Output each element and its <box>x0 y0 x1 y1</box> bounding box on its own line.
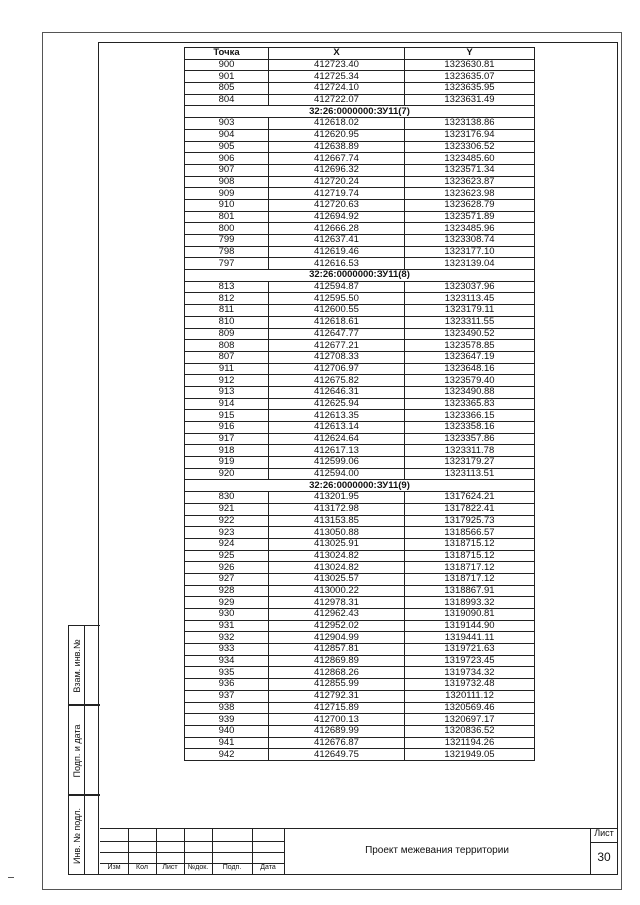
side-stamp-sign-date-label: Подп. и дата <box>72 724 82 778</box>
cell-y: 1323179.27 <box>405 457 535 469</box>
cell-y: 1323357.86 <box>405 433 535 445</box>
table-row <box>185 714 535 726</box>
cell-y: 1321949.05 <box>405 749 535 761</box>
cell-x: 412689.99 <box>269 725 405 737</box>
cell-y: 1323366.15 <box>405 410 535 422</box>
table-row <box>185 375 535 387</box>
cell-x: 412715.89 <box>269 702 405 714</box>
cell-point: 922 <box>185 515 269 527</box>
table-row <box>185 59 535 71</box>
table-row <box>185 258 535 270</box>
cell-point: 925 <box>185 550 269 562</box>
cell-point: 923 <box>185 527 269 539</box>
scan-mark <box>8 877 14 878</box>
cell-point: 810 <box>185 316 269 328</box>
cell-x: 412700.13 <box>269 714 405 726</box>
table-row <box>185 351 535 363</box>
cell-y: 1318717.12 <box>405 562 535 574</box>
cell-x: 412618.61 <box>269 316 405 328</box>
cell-x: 412855.99 <box>269 679 405 691</box>
cell-point: 939 <box>185 714 269 726</box>
cell-y: 1323308.74 <box>405 235 535 247</box>
cell-point: 904 <box>185 129 269 141</box>
cell-y: 1319723.45 <box>405 655 535 667</box>
tb-col-data: Дата <box>260 864 276 871</box>
table-row <box>185 281 535 293</box>
cell-x: 412599.06 <box>269 457 405 469</box>
cell-point: 927 <box>185 573 269 585</box>
table-row <box>185 422 535 434</box>
cell-x: 412613.35 <box>269 410 405 422</box>
cell-x: 412708.33 <box>269 351 405 363</box>
cell-y: 1323037.96 <box>405 281 535 293</box>
cell-y: 1323365.83 <box>405 398 535 410</box>
cell-x: 412638.89 <box>269 141 405 153</box>
table-row <box>185 316 535 328</box>
cell-x: 412667.74 <box>269 153 405 165</box>
cell-point: 905 <box>185 141 269 153</box>
table-row <box>185 492 535 504</box>
table-row <box>185 667 535 679</box>
cell-y: 1321194.26 <box>405 737 535 749</box>
table-row <box>185 749 535 761</box>
cell-point: 935 <box>185 667 269 679</box>
side-stamp-inv-replace <box>68 625 100 705</box>
cell-point: 798 <box>185 246 269 258</box>
cell-y: 1323179.11 <box>405 305 535 317</box>
cell-x: 413172.98 <box>269 503 405 515</box>
cell-x: 412722.07 <box>269 94 405 106</box>
table-group-row <box>185 270 535 282</box>
tb-col-ndok: №док. <box>187 864 209 871</box>
cell-y: 1320111.12 <box>405 690 535 702</box>
cell-y: 1320836.52 <box>405 725 535 737</box>
cell-y: 1323358.16 <box>405 422 535 434</box>
cell-x: 412724.10 <box>269 83 405 95</box>
table-group-row <box>185 480 535 492</box>
table-row <box>185 550 535 562</box>
cell-point: 911 <box>185 363 269 375</box>
cell-point: 901 <box>185 71 269 83</box>
cell-x: 412620.95 <box>269 129 405 141</box>
tb-col-podp: Подп. <box>222 864 242 871</box>
table-row <box>185 538 535 550</box>
cell-y: 1323623.98 <box>405 188 535 200</box>
table-row <box>185 176 535 188</box>
cell-x: 412719.74 <box>269 188 405 200</box>
cell-y: 1323635.95 <box>405 83 535 95</box>
cell-y: 1323490.52 <box>405 328 535 340</box>
cell-x: 412637.41 <box>269 235 405 247</box>
table-row <box>185 585 535 597</box>
table-row <box>185 503 535 515</box>
document-title: Проект межевания территории <box>365 845 509 856</box>
cell-point: 940 <box>185 725 269 737</box>
cell-y: 1319441.11 <box>405 632 535 644</box>
cell-point: 909 <box>185 188 269 200</box>
table-row <box>185 468 535 480</box>
table-row <box>185 129 535 141</box>
cell-x: 412617.13 <box>269 445 405 457</box>
cell-x: 412616.53 <box>269 258 405 270</box>
cell-x: 413024.82 <box>269 562 405 574</box>
tb-col-kol: Кол <box>136 864 148 871</box>
cell-y: 1323485.96 <box>405 223 535 235</box>
cell-y: 1323176.94 <box>405 129 535 141</box>
table-row <box>185 246 535 258</box>
cell-point: 920 <box>185 468 269 480</box>
side-stamp-sign-date <box>68 705 100 795</box>
sheet-label: Лист <box>594 828 614 838</box>
cell-point: 941 <box>185 737 269 749</box>
group-cadastral-number: 32:26:0000000:ЗУ11(9) <box>185 480 535 492</box>
cell-y: 1318867.91 <box>405 585 535 597</box>
cell-point: 903 <box>185 118 269 130</box>
side-stamp-inv-orig-label: Инв. № подл. <box>72 807 82 865</box>
group-cadastral-number: 32:26:0000000:ЗУ11(7) <box>185 106 535 118</box>
side-stamp-inv-replace-label: Взам. инв.№ <box>72 639 82 693</box>
cell-y: 1323177.10 <box>405 246 535 258</box>
cell-x: 412594.87 <box>269 281 405 293</box>
cell-y: 1319732.48 <box>405 679 535 691</box>
table-row <box>185 737 535 749</box>
cell-point: 919 <box>185 457 269 469</box>
table-row <box>185 83 535 95</box>
cell-point: 921 <box>185 503 269 515</box>
table-group-row <box>185 106 535 118</box>
cell-x: 412676.87 <box>269 737 405 749</box>
table-row <box>185 515 535 527</box>
table-row <box>185 305 535 317</box>
cell-x: 412857.81 <box>269 644 405 656</box>
cell-point: 797 <box>185 258 269 270</box>
cell-point: 917 <box>185 433 269 445</box>
cell-point: 906 <box>185 153 269 165</box>
cell-point: 916 <box>185 422 269 434</box>
cell-point: 812 <box>185 293 269 305</box>
cell-y: 1318715.12 <box>405 550 535 562</box>
cell-x: 412625.94 <box>269 398 405 410</box>
cell-point: 918 <box>185 445 269 457</box>
table-row <box>185 702 535 714</box>
cell-y: 1323623.87 <box>405 176 535 188</box>
table-row <box>185 527 535 539</box>
table-row <box>185 188 535 200</box>
cell-point: 926 <box>185 562 269 574</box>
cell-x: 412696.32 <box>269 164 405 176</box>
cell-x: 412792.31 <box>269 690 405 702</box>
cell-point: 908 <box>185 176 269 188</box>
cell-y: 1323579.40 <box>405 375 535 387</box>
cell-y: 1323571.89 <box>405 211 535 223</box>
table-row <box>185 597 535 609</box>
cell-x: 412646.31 <box>269 386 405 398</box>
table-row <box>185 293 535 305</box>
table-row <box>185 386 535 398</box>
table-row <box>185 632 535 644</box>
cell-point: 934 <box>185 655 269 667</box>
cell-x: 413153.85 <box>269 515 405 527</box>
cell-x: 412978.31 <box>269 597 405 609</box>
cell-x: 412594.00 <box>269 468 405 480</box>
cell-x: 412647.77 <box>269 328 405 340</box>
title-block <box>100 828 618 874</box>
sheet-number: 30 <box>597 850 611 864</box>
table-row <box>185 328 535 340</box>
side-stamp <box>68 625 100 875</box>
cell-y: 1317822.41 <box>405 503 535 515</box>
cell-point: 931 <box>185 620 269 632</box>
cell-point: 915 <box>185 410 269 422</box>
table-row <box>185 725 535 737</box>
cell-y: 1318717.12 <box>405 573 535 585</box>
cell-point: 808 <box>185 340 269 352</box>
cell-point: 928 <box>185 585 269 597</box>
header-point: Точка <box>185 48 269 60</box>
cell-y: 1323139.04 <box>405 258 535 270</box>
cell-y: 1320697.17 <box>405 714 535 726</box>
table-row <box>185 235 535 247</box>
table-row <box>185 445 535 457</box>
group-cadastral-number: 32:26:0000000:ЗУ11(8) <box>185 270 535 282</box>
cell-point: 799 <box>185 235 269 247</box>
cell-y: 1323306.52 <box>405 141 535 153</box>
cell-y: 1323490.88 <box>405 386 535 398</box>
cell-x: 413025.57 <box>269 573 405 585</box>
cell-point: 914 <box>185 398 269 410</box>
cell-point: 800 <box>185 223 269 235</box>
cell-point: 830 <box>185 492 269 504</box>
cell-point: 809 <box>185 328 269 340</box>
cell-point: 907 <box>185 164 269 176</box>
cell-y: 1323628.79 <box>405 199 535 211</box>
cell-point: 942 <box>185 749 269 761</box>
table-row <box>185 363 535 375</box>
cell-point: 937 <box>185 690 269 702</box>
header-x: X <box>269 48 405 60</box>
cell-x: 412962.43 <box>269 609 405 621</box>
table-row <box>185 141 535 153</box>
cell-point: 936 <box>185 679 269 691</box>
coordinates-table <box>184 47 535 761</box>
cell-x: 412694.92 <box>269 211 405 223</box>
cell-point: 900 <box>185 59 269 71</box>
table-row <box>185 609 535 621</box>
cell-x: 413025.91 <box>269 538 405 550</box>
cell-y: 1323571.34 <box>405 164 535 176</box>
cell-y: 1319721.63 <box>405 644 535 656</box>
cell-point: 804 <box>185 94 269 106</box>
cell-x: 412725.34 <box>269 71 405 83</box>
cell-y: 1323635.07 <box>405 71 535 83</box>
table-header-row <box>185 48 535 60</box>
cell-x: 412720.24 <box>269 176 405 188</box>
table-row <box>185 562 535 574</box>
cell-y: 1318993.32 <box>405 597 535 609</box>
table-row <box>185 620 535 632</box>
cell-x: 412677.21 <box>269 340 405 352</box>
cell-y: 1323647.19 <box>405 351 535 363</box>
cell-y: 1323311.55 <box>405 316 535 328</box>
cell-x: 413000.22 <box>269 585 405 597</box>
table-row <box>185 153 535 165</box>
cell-x: 412675.82 <box>269 375 405 387</box>
cell-y: 1323485.60 <box>405 153 535 165</box>
cell-y: 1317624.21 <box>405 492 535 504</box>
header-y: Y <box>405 48 535 60</box>
table-row <box>185 398 535 410</box>
cell-y: 1323113.51 <box>405 468 535 480</box>
cell-x: 412720.63 <box>269 199 405 211</box>
cell-y: 1318715.12 <box>405 538 535 550</box>
cell-x: 412619.46 <box>269 246 405 258</box>
cell-point: 932 <box>185 632 269 644</box>
cell-y: 1319734.32 <box>405 667 535 679</box>
cell-x: 412706.97 <box>269 363 405 375</box>
cell-y: 1317925.73 <box>405 515 535 527</box>
cell-point: 807 <box>185 351 269 363</box>
cell-x: 412952.02 <box>269 620 405 632</box>
table-row <box>185 433 535 445</box>
cell-point: 813 <box>185 281 269 293</box>
cell-point: 910 <box>185 199 269 211</box>
cell-x: 412869.89 <box>269 655 405 667</box>
cell-point: 924 <box>185 538 269 550</box>
tb-col-list: Лист <box>162 864 178 871</box>
cell-point: 805 <box>185 83 269 95</box>
cell-x: 413050.88 <box>269 527 405 539</box>
table-row <box>185 573 535 585</box>
table-row <box>185 644 535 656</box>
table-row <box>185 340 535 352</box>
table-row <box>185 223 535 235</box>
cell-y: 1323578.85 <box>405 340 535 352</box>
table-body <box>185 59 535 760</box>
cell-point: 929 <box>185 597 269 609</box>
cell-y: 1323630.81 <box>405 59 535 71</box>
cell-y: 1323113.45 <box>405 293 535 305</box>
cell-x: 412624.64 <box>269 433 405 445</box>
cell-x: 412723.40 <box>269 59 405 71</box>
table-row <box>185 410 535 422</box>
cell-y: 1323648.16 <box>405 363 535 375</box>
tb-col-izm: Изм <box>107 864 121 871</box>
table-row <box>185 690 535 702</box>
table-row <box>185 71 535 83</box>
cell-x: 412613.14 <box>269 422 405 434</box>
cell-point: 811 <box>185 305 269 317</box>
table-row <box>185 94 535 106</box>
cell-y: 1319144.90 <box>405 620 535 632</box>
cell-point: 938 <box>185 702 269 714</box>
cell-x: 412618.02 <box>269 118 405 130</box>
cell-point: 933 <box>185 644 269 656</box>
cell-x: 412595.50 <box>269 293 405 305</box>
side-stamp-inv-orig <box>68 795 100 875</box>
cell-y: 1319090.81 <box>405 609 535 621</box>
table-row <box>185 211 535 223</box>
table-row <box>185 679 535 691</box>
table-row <box>185 118 535 130</box>
cell-x: 412868.26 <box>269 667 405 679</box>
table-row <box>185 199 535 211</box>
cell-y: 1323138.86 <box>405 118 535 130</box>
cell-point: 801 <box>185 211 269 223</box>
cell-x: 412904.99 <box>269 632 405 644</box>
cell-y: 1323631.49 <box>405 94 535 106</box>
cell-y: 1323311.78 <box>405 445 535 457</box>
cell-y: 1320569.46 <box>405 702 535 714</box>
table-row <box>185 457 535 469</box>
cell-point: 912 <box>185 375 269 387</box>
cell-y: 1318566.57 <box>405 527 535 539</box>
cell-x: 413201.95 <box>269 492 405 504</box>
cell-x: 413024.82 <box>269 550 405 562</box>
cell-point: 913 <box>185 386 269 398</box>
cell-x: 412666.28 <box>269 223 405 235</box>
cell-x: 412600.55 <box>269 305 405 317</box>
cell-point: 930 <box>185 609 269 621</box>
cell-x: 412649.75 <box>269 749 405 761</box>
table-row <box>185 164 535 176</box>
table-row <box>185 655 535 667</box>
